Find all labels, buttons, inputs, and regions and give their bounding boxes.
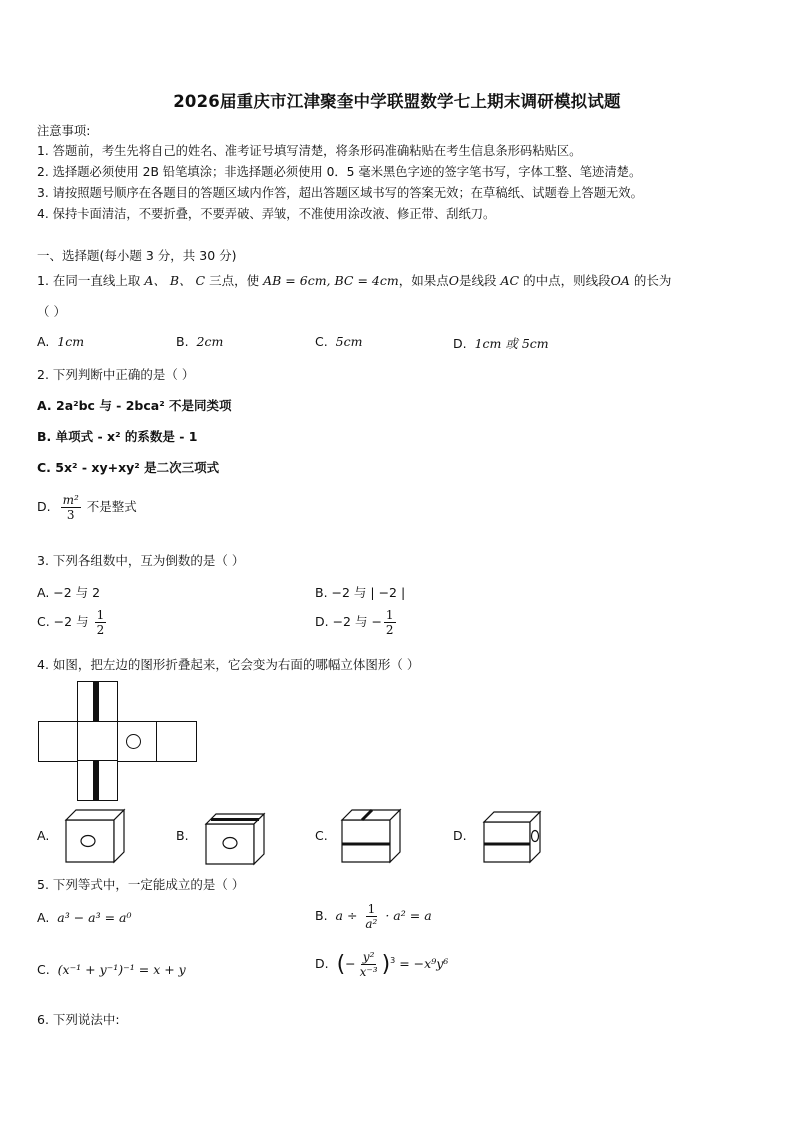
question-5-stem: 5. 下列等式中，一定能成立的是（ ） <box>37 877 245 892</box>
q3-c-fraction: $\frac{1}{2}$ <box>96 608 105 637</box>
q3-option-d: D. −2 与 − $\frac{1}{2}$ <box>315 608 394 637</box>
note-item-1: 1. 答题前，考生先将自己的姓名、准考证号填写清楚，将条形码准确粘贴在考生信息条形码粘贴区。 <box>37 144 582 158</box>
net-circle-icon <box>126 734 141 749</box>
question-3-stem: 3. 下列各组数中，互为倒数的是（ ） <box>37 553 245 568</box>
notes-heading: 注意事项: <box>37 124 91 138</box>
q1-text-f: 的长为 <box>633 273 672 288</box>
q5-d-fraction: $\frac{\text{y²}}{\text{x⁻³}}$ <box>359 950 378 979</box>
section-heading: 一、选择题(每小题 3 分，共 30 分) <box>37 248 237 263</box>
q1-paren: （ ） <box>37 304 66 319</box>
note-item-4: 4. 保持卡面清洁，不要折叠，不要弄破、弄皱，不准使用涂改液、修正带、刮纸刀。 <box>37 207 496 221</box>
q1-option-a: A. 1cm <box>37 334 85 349</box>
q5-option-b: B. a ÷ $\frac{1}{\text{a²}}$ · a² = a <box>315 902 432 931</box>
q1-text-b: 三点，使 <box>209 273 260 288</box>
net-stripe-bottom <box>93 760 99 801</box>
q4-option-b-label: B. <box>176 828 189 843</box>
q3-option-b: B. −2 与 | −2 | <box>315 585 406 600</box>
question-4-stem: 4. 如图，把左边的图形折叠起来，它会变为右面的哪幅立体图形（ ） <box>37 657 420 672</box>
q1-point-o: O <box>448 273 459 288</box>
q1-segment-ac: AC <box>500 273 520 288</box>
cube-option-d-icon <box>480 808 544 864</box>
q4-option-a-label: A. <box>37 828 50 843</box>
q2-option-d: D. $\frac{\text{m²}}{3}$ 不是整式 <box>37 493 137 522</box>
cube-option-a-icon <box>62 808 126 864</box>
q5-option-a: A. a³ − a³ = a⁰ <box>37 910 132 925</box>
q1-segment-oa: OA <box>610 273 630 288</box>
page-title: 2026届重庆市江津聚奎中学联盟数学七上期末调研模拟试题 <box>173 92 621 111</box>
q5-b-fraction: $\frac{1}{\text{a²}}$ <box>365 902 378 931</box>
q5-option-c: C. (x⁻¹ + y⁻¹)⁻¹ = x + y <box>37 962 186 977</box>
net-stripe-top <box>93 681 99 722</box>
q2-option-b: B. 单项式 - x² 的系数是 - 1 <box>37 429 198 444</box>
net-square-right <box>156 721 197 762</box>
q1-text-a: 1. 在同一直线上取 <box>37 273 141 288</box>
q1-text-d: 是线段 <box>458 273 497 288</box>
q1-points: A、 B、 C <box>144 273 206 288</box>
q3-d-fraction: $\frac{1}{2}$ <box>385 608 394 637</box>
note-item-3: 3. 请按照题号顺序在各题目的答题区域内作答，超出答题区域书写的答案无效；在草稿纸、试题卷上答题无效。 <box>37 186 643 200</box>
question-2-stem: 2. 下列判断中正确的是（ ） <box>37 367 195 382</box>
cube-option-b-icon <box>202 810 266 866</box>
question-1-stem <box>37 271 671 289</box>
q1-option-c: C. 5cm <box>315 334 363 349</box>
q2-fraction: $\frac{\text{m²}}{3}$ <box>62 493 79 522</box>
q1-option-b: B. 2cm <box>176 334 224 349</box>
q1-condition: AB = 6cm, BC = 4cm <box>263 273 399 288</box>
cube-option-c-icon <box>338 808 402 864</box>
net-square-left <box>38 721 79 762</box>
q4-option-d-label: D. <box>453 828 467 843</box>
q3-option-a: A. −2 与 2 <box>37 585 101 600</box>
q1-option-d: D. 1cm 或 5cm <box>453 336 549 351</box>
net-square-center <box>77 721 118 762</box>
q2-option-c: C. 5x² - xy+xy² 是二次三项式 <box>37 460 220 475</box>
q2-option-a: A. 2a²bc 与 - 2bca² 不是同类项 <box>37 398 232 413</box>
question-6-stem: 6. 下列说法中: <box>37 1012 120 1027</box>
q4-option-c-label: C. <box>315 828 328 843</box>
q1-text-c: ，如果点 <box>398 273 449 288</box>
q5-option-d: D. (− $\frac{\text{y²}}{\text{x⁻³}}$ )$^3$ = −x⁹y⁶ <box>315 950 449 979</box>
note-item-2: 2. 选择题必须使用 2B 铅笔填涂；非选择题必须使用 0．5 毫米黑色字迹的签字笔书写，字体工整、笔迹清楚。 <box>37 165 642 179</box>
q1-text-e: 的中点，则线段 <box>523 273 611 288</box>
q3-option-c: C. −2 与 $\frac{1}{2}$ <box>37 608 105 637</box>
